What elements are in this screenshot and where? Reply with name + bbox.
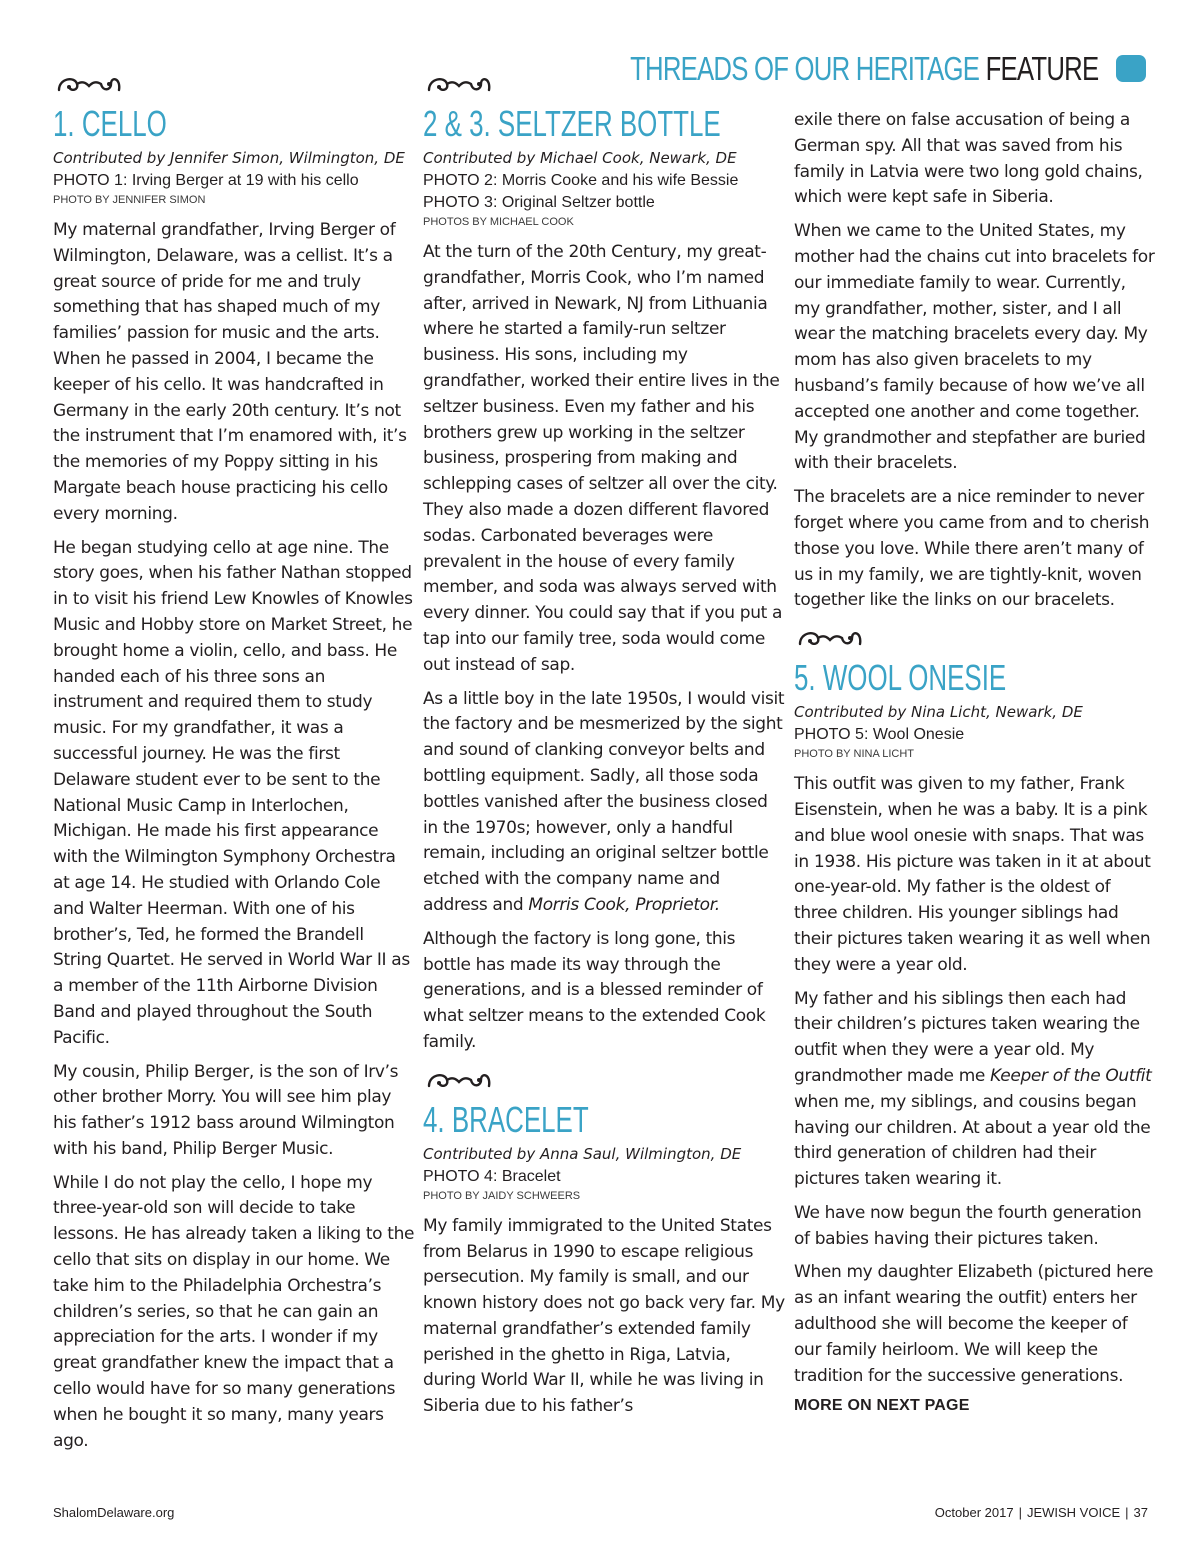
- footer-issue-info: [935, 1505, 1148, 1520]
- footer-divider: |: [1018, 1505, 1022, 1520]
- footer-publication: JEWISH VOICE: [1026, 1505, 1121, 1520]
- header-title-accent: THREADS OF OUR HERITAGE: [629, 50, 979, 87]
- body-paragraph: When my daughter Elizabeth (pictured here as an infant wearing the outfit) enters her adulthood she will become the keeper of our family heirloom. We will keep the tradition for the successive generations.: [794, 1262, 1154, 1386]
- header-title-feature: FEATURE: [985, 50, 1098, 87]
- column-2: [423, 60, 785, 1428]
- section-title-onesie: 5. WOOL ONESIE: [794, 657, 1007, 699]
- header-tab-marker: [1116, 55, 1146, 82]
- contributor-line: Contributed by Michael Cook, Newark, DE: [423, 149, 737, 167]
- body-paragraph: My cousin, Philip Berger, is the son of Irv’s other brother Morry. You will see him play his father’s 1912 bass around Wilmington with his band, Philip Berger Music.: [53, 1061, 399, 1159]
- body-paragraph: We have now begun the fourth generation of babies having their pictures taken.: [794, 1202, 1142, 1249]
- section-title-seltzer: 2 & 3. SELTZER BOTTLE: [423, 103, 721, 144]
- photo-credit: PHOTOS BY MICHAEL COOK: [423, 216, 574, 228]
- photo-caption: PHOTO 1: Irving Berger at 19 with his cello: [53, 172, 359, 189]
- body-paragraph: Although the factory is long gone, this bottle has made its way through the generations, and is a blessed reminder of what seltzer means to the extended Cook family.: [423, 928, 766, 1052]
- body-paragraph: My maternal grandfather, Irving Berger of Wilmington, Delaware, was a cellist. It’s a great source of pride for me and truly something that has shaped much of my families’ passion for music and the arts. When he passed in 2004, I became the keeper of his cello. It was handcrafted in Germany in the early 20th century. It’s not the instrument that I’m enamored with, it’s the memories of my Poppy sitting in his Margate beach house practicing his cello every morning.: [53, 220, 407, 524]
- photo-credit: PHOTO BY NINA LICHT: [794, 748, 915, 761]
- keeper-title-italic: Keeper of the Outfit: [990, 1065, 1152, 1086]
- body-paragraph: My family immigrated to the United States from Belarus in 1990 to escape religious persecution. My family is small, and our known history does not go back very far. My maternal grandfather’s extended family perished in the ghetto in Riga, Latvia, during World War II, while he was living in Siberia due to his father’s: [423, 1215, 785, 1417]
- body-paragraph: This outfit was given to my father, Frank Eisenstein, when he was a baby. It is a pink and blue wool onesie with snaps. That was in 1938. His picture was taken in it at about one-year-old. My father is the oldest of three children. His younger siblings had their pictures taken wearing it as well when they were a year old.: [794, 774, 1151, 975]
- flourish-ornament-icon: [53, 70, 125, 98]
- page-number: 37: [1133, 1505, 1148, 1520]
- body-paragraph: [423, 687, 785, 919]
- body-paragraph: When we came to the United States, my mother had the chains cut into bracelets for our immediate family to wear. Currently, my grandfather, mother, sister, and I all wear the matching bracelets every day. My mom has also given bracelets to my husband’s family because of how we’ve all accepted one another and come together. My grandmother and stepfather are buried with their bracelets.: [794, 221, 1155, 474]
- photo-credit: PHOTO BY JENNIFER SIMON: [53, 194, 206, 206]
- section-title-bracelet: 4. BRACELET: [423, 1098, 589, 1140]
- continued-link[interactable]: MORE ON NEXT PAGE: [794, 1397, 970, 1415]
- body-paragraph: exile there on false accusation of being a German spy. All that was saved from his family in Latvia were two long gold chains, which were kept safe in Siberia.: [794, 110, 1143, 208]
- contributor-line: Contributed by Nina Licht, Newark, DE: [794, 703, 1083, 722]
- photo-caption: PHOTO 2: Morris Cooke and his wife Bessie: [423, 172, 739, 189]
- photo-caption: PHOTO 3: Original Seltzer bottle: [423, 194, 655, 211]
- footer-site[interactable]: ShalomDelaware.org: [53, 1505, 175, 1520]
- contributor-line: Contributed by Jennifer Simon, Wilmington, DE: [53, 149, 405, 167]
- body-paragraph: He began studying cello at age nine. The story goes, when his father Nathan stopped in to visit his friend Lew Knowles of Knowles Music and Hobby store on Market Street, he brought home a violin, cello, and bass. He handed each of his three sons an instrument and required them to study music. For my grandfather, it was a successful journey. He was the first Delaware student ever to be sent to the National Music Camp in Interlochen, Michigan. He made his first appearance with the Wilmington Symphony Orchestra at age 14. He studied with Orlando Cole and Walter Heerman. With one of his brother’s, Ted, he formed the Brandell String Quartet. He served in World War II as a member of the 11th Airborne Division Band and played throughout the South Pacific.: [53, 537, 413, 1048]
- body-text: My father and his siblings then each had their children’s pictures taken wearing the outfit when they were a year old. My grandmother made me: [794, 988, 1140, 1086]
- footer-divider: |: [1125, 1505, 1129, 1520]
- company-name-italic: Morris Cook, Proprietor.: [528, 894, 720, 915]
- body-paragraph: At the turn of the 20th Century, my great-grandfather, Morris Cook, who I’m named after, arrived in Newark, NJ from Lithuania where he started a family-run seltzer business. His sons, including my grandfather, worked their entire lives in the seltzer business. Even my father and his brothers grew up working in the seltzer business, prospering from making and schlepping cases of seltzer all over the city. They also made a dozen different flavored sodas. Carbonated beverages were prevalent in the house of every family member, and soda was always served with every dinner. You could say that if you put a tap into our family tree, soda would come out instead of sap.: [423, 242, 783, 675]
- column-3: [794, 108, 1156, 1415]
- footer-issue-date: October 2017: [934, 1505, 1014, 1520]
- feature-header: [629, 50, 1150, 90]
- photo-caption: PHOTO 5: Wool Onesie: [794, 726, 965, 744]
- photo-caption: PHOTO 4: Bracelet: [423, 1167, 561, 1185]
- flourish-ornament-icon: [423, 70, 495, 98]
- body-paragraph: [794, 987, 1156, 1193]
- column-1: [53, 60, 415, 1462]
- flourish-ornament-icon: [794, 624, 866, 652]
- body-paragraph: While I do not play the cello, I hope my three-year-old son will decide to take lessons. He has already taken a liking to the cello that sits on display in our home. We take him to the Philadelphia Orchestra’s children’s series, so that he can gain an appreciation for the arts. I wonder if my great grandfather knew the impact that a cello would have for so many generations when he bought it so many, many years ago.: [53, 1172, 415, 1451]
- body-paragraph: The bracelets are a nice reminder to never forget where you came from and to cherish those you love. While there aren’t many of us in my family, we are tightly-knit, woven together like the links on our bracelets.: [794, 487, 1150, 611]
- section-title-cello: 1. CELLO: [53, 103, 167, 144]
- body-text: As a little boy in the late 1950s, I would visit the factory and be mesmerized by the sight and sound of clanking conveyor belts and bottling equipment. Sadly, all those soda bottles vanished after the business closed in the 1970s; however, only a handful remain, including an original seltzer bottle etched with the company name and address and: [423, 688, 785, 915]
- body-text: when me, my siblings, and cousins began having our children. At about a year old the third generation of children had their pictures taken wearing it.: [794, 1091, 1151, 1190]
- contributor-line: Contributed by Anna Saul, Wilmington, DE: [423, 1144, 742, 1163]
- flourish-ornament-icon: [423, 1066, 495, 1094]
- photo-credit: PHOTO BY JAIDY SCHWEERS: [423, 1189, 581, 1202]
